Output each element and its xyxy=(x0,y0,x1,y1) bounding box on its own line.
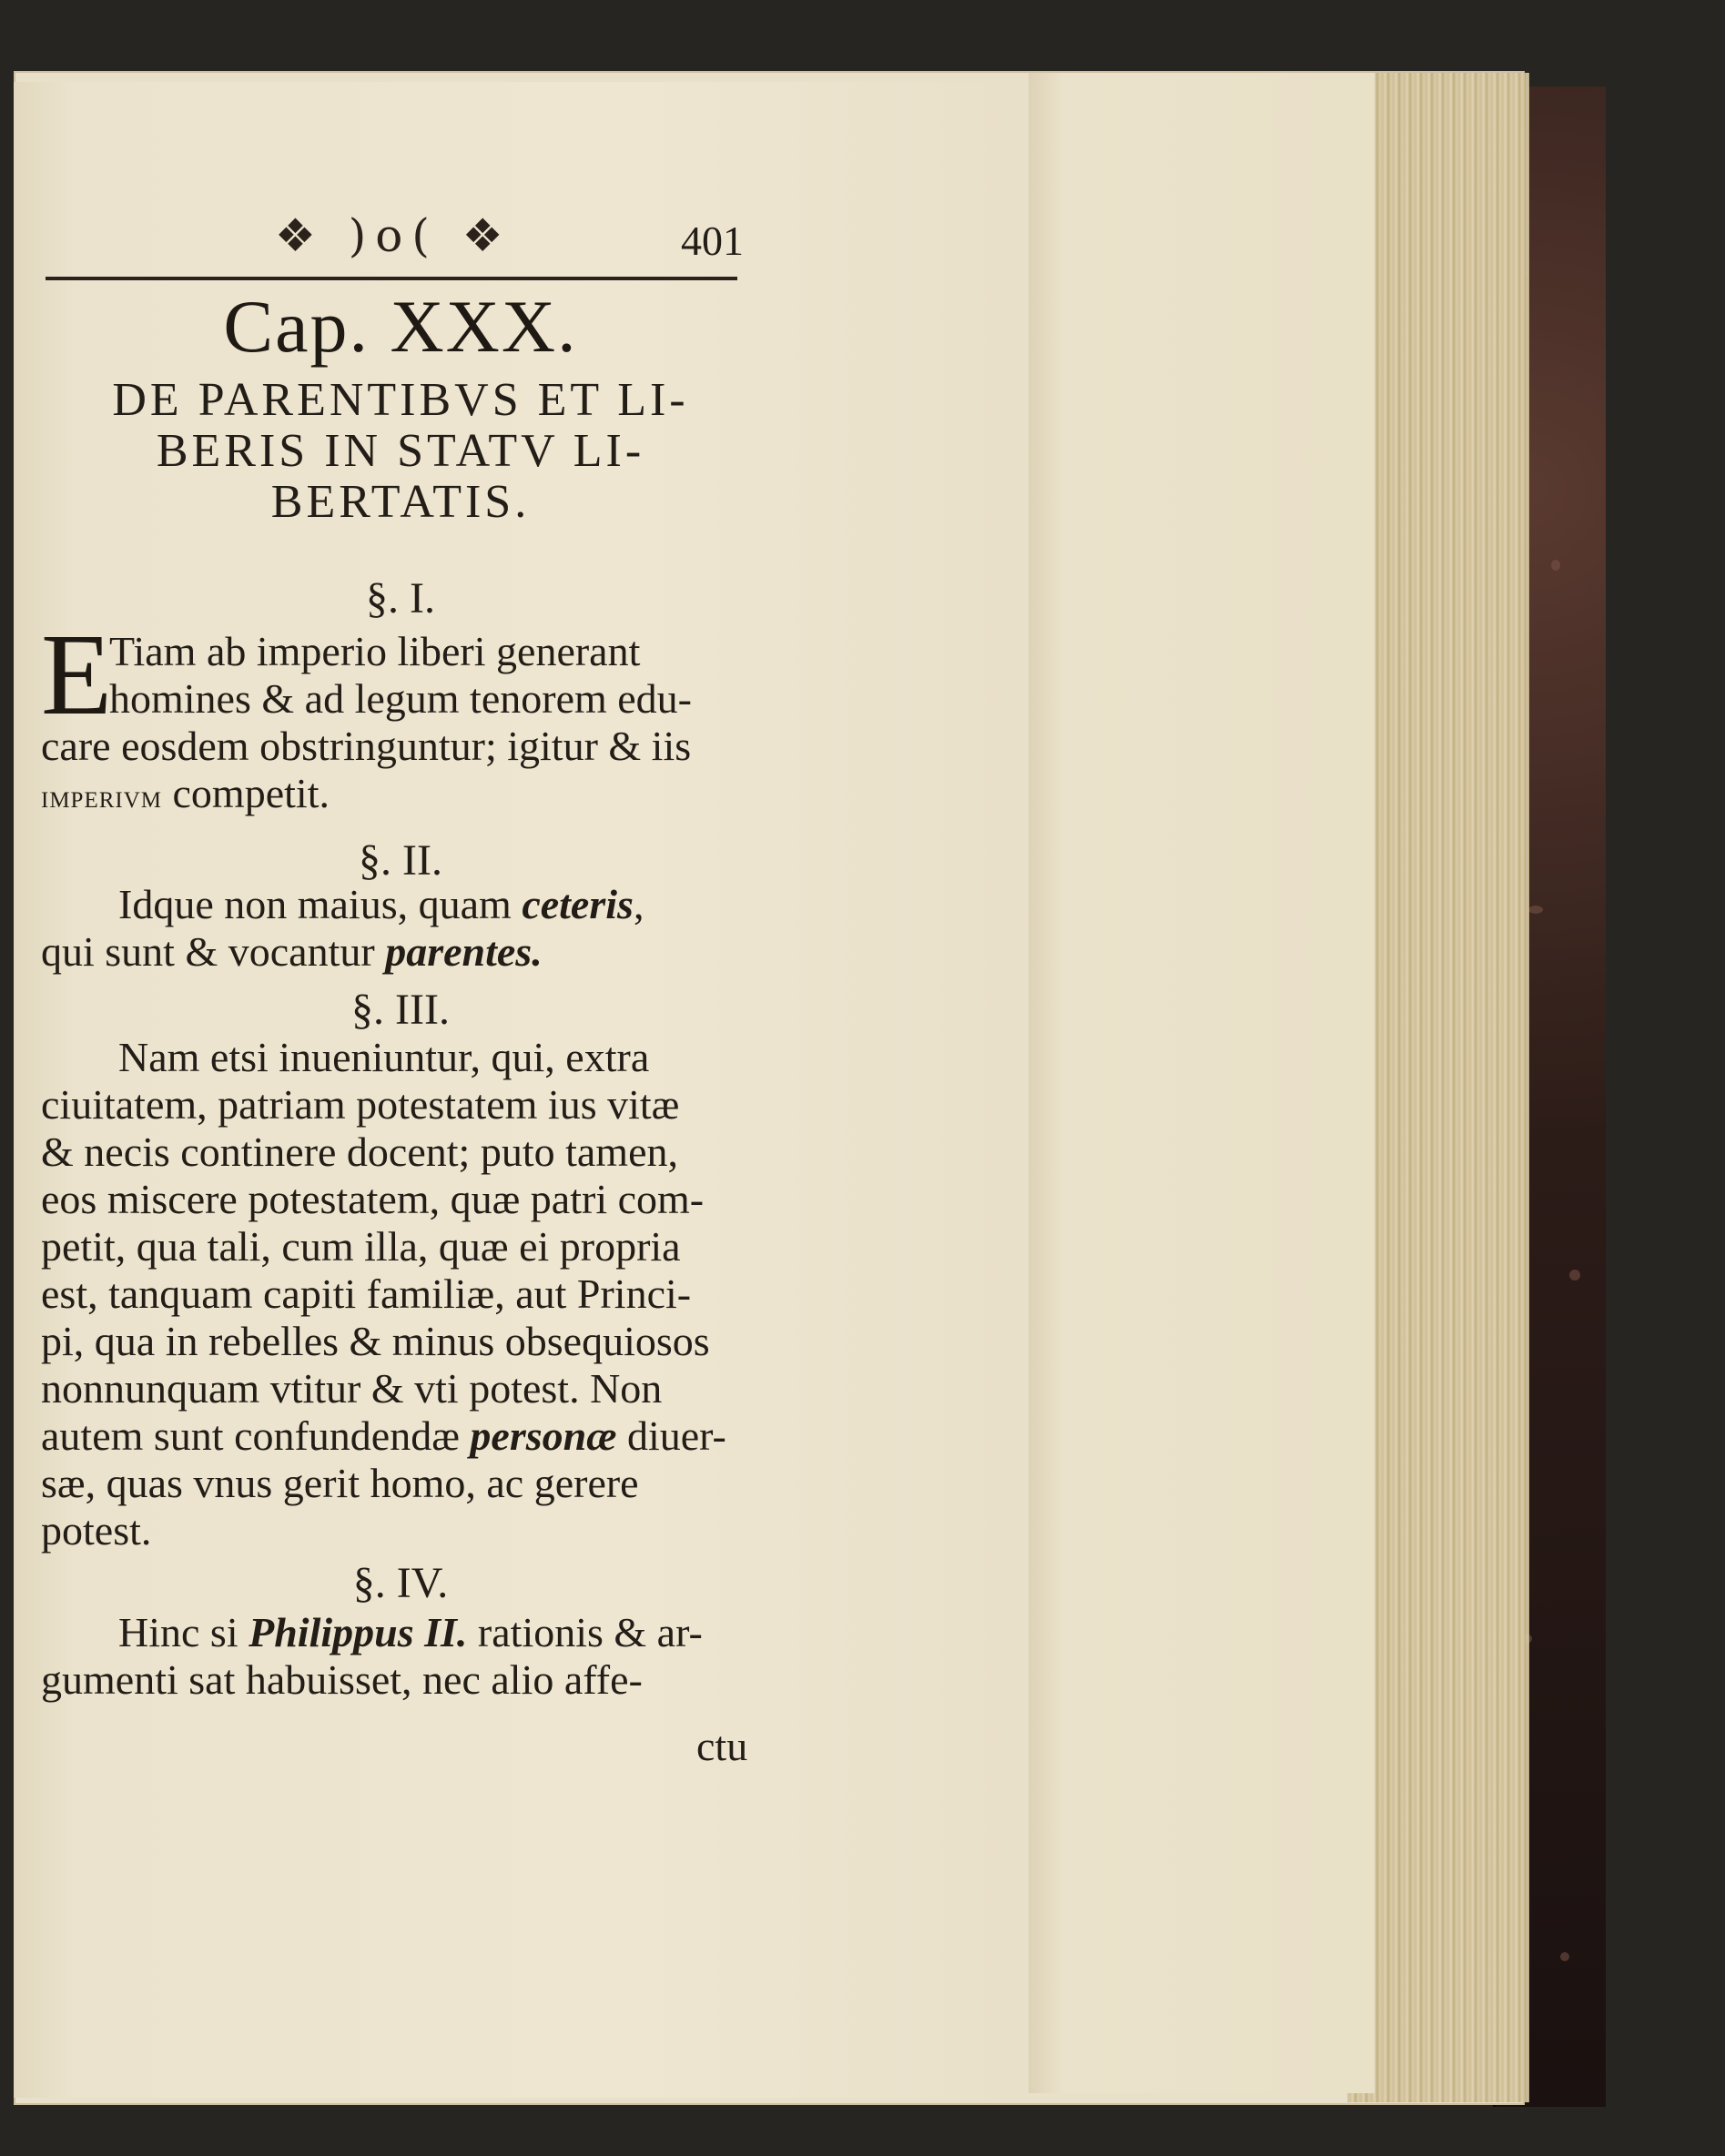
text-line: qui sunt & vocantur parentes. xyxy=(41,928,543,975)
text-line: ciuitatem, patriam potestatem ius vitæ xyxy=(41,1081,680,1128)
catchword: ctu xyxy=(696,1723,748,1769)
text-line: Hinc si Philippus II. rationis & ar- xyxy=(118,1609,703,1655)
smallcaps-word: imperivm xyxy=(41,778,163,815)
italic-word: personæ xyxy=(470,1412,617,1459)
text-line: nonnunquam vtitur & vti potest. Non xyxy=(41,1365,663,1412)
text-line: gumenti sat habuisset, nec alio affe- xyxy=(41,1656,643,1703)
blank-facing-leaf xyxy=(1029,73,1375,2093)
chapter-title xyxy=(32,375,769,528)
header-rule xyxy=(46,277,737,280)
section-mark: §. II. xyxy=(359,836,442,885)
chapter-title-line: DE PARENTIBVS ET LI- xyxy=(112,374,689,426)
page-number: 401 xyxy=(681,218,744,264)
text-line: & necis continere docent; puto tamen, xyxy=(41,1129,678,1175)
chapter-heading: Cap. XXX. xyxy=(223,285,578,368)
text-line: Nam etsi inueniuntur, qui, extra xyxy=(118,1034,650,1080)
chapter-title-line: BERIS IN STATV LI- xyxy=(156,425,645,477)
text-line: homines & ad legum tenorem edu- xyxy=(109,675,693,722)
text-line: est, tanquam capiti familiæ, aut Princi- xyxy=(41,1270,692,1317)
text-line: imperivm competit. xyxy=(41,770,330,816)
text-line: Idque non maius, quam ceteris, xyxy=(118,881,644,927)
section-4-text xyxy=(41,1609,765,1704)
text-line: care eosdem obstringuntur; igitur & iis xyxy=(41,723,692,769)
italic-word: parentes. xyxy=(385,928,543,975)
text-line: eos miscere potestatem, quæ patri com- xyxy=(41,1176,705,1222)
section-mark: §. I. xyxy=(366,574,435,623)
text-line: pi, qua in rebelles & minus obsequiosos xyxy=(41,1318,710,1364)
section-3-text xyxy=(41,1034,765,1554)
section-1-text xyxy=(41,628,765,820)
drop-initial: E xyxy=(41,610,113,739)
header-ornament: ❖ )o( ❖ xyxy=(275,209,512,262)
text-line: petit, qua tali, cum illa, quæ ei propria xyxy=(41,1223,681,1270)
section-mark: §. IV. xyxy=(352,1559,449,1607)
italic-word: ceteris xyxy=(522,881,634,927)
text-line: autem sunt confundendæ personæ diuer- xyxy=(41,1412,726,1459)
text-line: potest. xyxy=(41,1507,152,1554)
section-2-text xyxy=(41,881,765,976)
text-line: sæ, quas vnus gerit homo, ac gerere xyxy=(41,1460,639,1506)
section-mark: §. III. xyxy=(351,986,450,1034)
page-fore-edge xyxy=(1347,73,1529,2102)
chapter-title-line: BERTATIS. xyxy=(270,476,531,528)
text-line: Tiam ab imperio liberi generant xyxy=(109,628,641,674)
italic-word: Philippus II. xyxy=(249,1609,468,1655)
